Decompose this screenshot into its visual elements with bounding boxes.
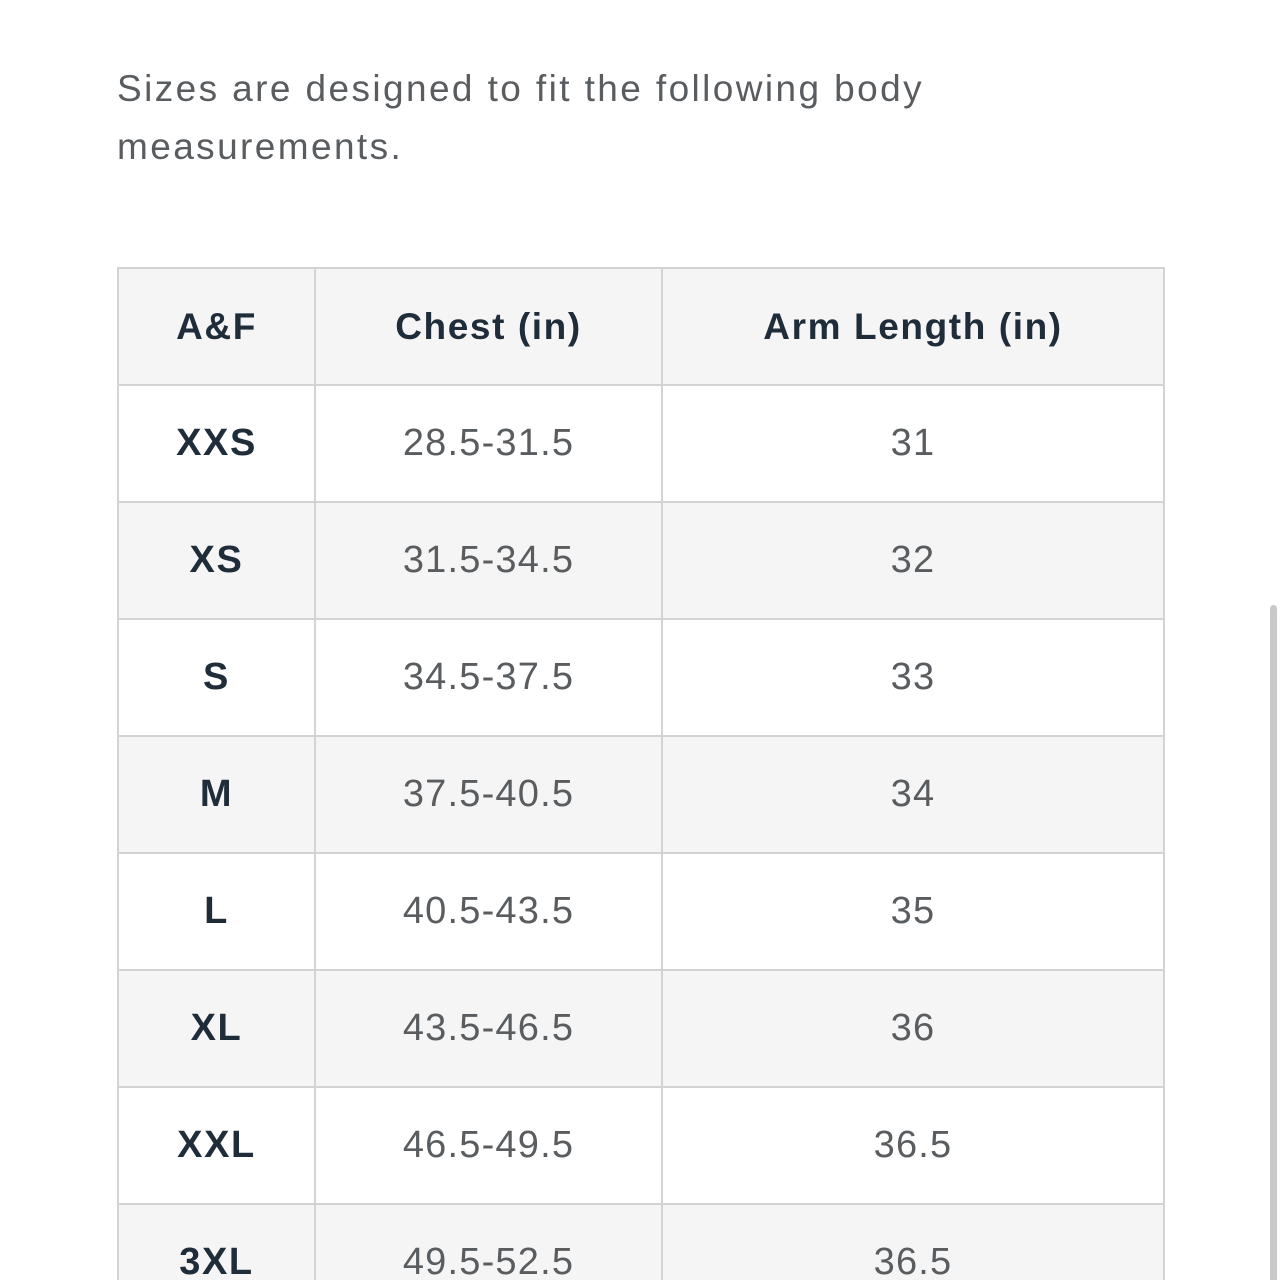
chest-cell: 28.5-31.5 xyxy=(315,385,662,502)
arm-length-cell: 32 xyxy=(662,502,1164,619)
table-row xyxy=(118,970,1164,1087)
size-table-container xyxy=(117,267,1163,1280)
chest-cell: 40.5-43.5 xyxy=(315,853,662,970)
chest-cell: 49.5-52.5 xyxy=(315,1204,662,1280)
arm-length-cell: 36.5 xyxy=(662,1204,1164,1280)
arm-length-cell: 34 xyxy=(662,736,1164,853)
column-header-size: A&F xyxy=(118,268,315,385)
table-row xyxy=(118,385,1164,502)
size-cell: M xyxy=(118,736,315,853)
size-cell: XXS xyxy=(118,385,315,502)
arm-length-cell: 31 xyxy=(662,385,1164,502)
chest-cell: 46.5-49.5 xyxy=(315,1087,662,1204)
size-cell: XL xyxy=(118,970,315,1087)
table-row xyxy=(118,853,1164,970)
table-row xyxy=(118,502,1164,619)
table-row xyxy=(118,1204,1164,1280)
chest-cell: 34.5-37.5 xyxy=(315,619,662,736)
table-header-row xyxy=(118,268,1164,385)
size-cell: XS xyxy=(118,502,315,619)
size-cell: XXL xyxy=(118,1087,315,1204)
column-header-chest: Chest (in) xyxy=(315,268,662,385)
arm-length-cell: 36 xyxy=(662,970,1164,1087)
table-row xyxy=(118,1087,1164,1204)
table-row xyxy=(118,619,1164,736)
column-header-arm-length: Arm Length (in) xyxy=(662,268,1164,385)
arm-length-cell: 36.5 xyxy=(662,1087,1164,1204)
table-row xyxy=(118,736,1164,853)
chest-cell: 31.5-34.5 xyxy=(315,502,662,619)
size-cell: S xyxy=(118,619,315,736)
chest-cell: 37.5-40.5 xyxy=(315,736,662,853)
arm-length-cell: 35 xyxy=(662,853,1164,970)
size-cell: L xyxy=(118,853,315,970)
size-table xyxy=(117,267,1165,1280)
arm-length-cell: 33 xyxy=(662,619,1164,736)
scrollbar-thumb[interactable] xyxy=(1270,605,1277,1280)
intro-text: Sizes are designed to fit the following body measurements. xyxy=(117,68,924,167)
size-cell: 3XL xyxy=(118,1204,315,1280)
chest-cell: 43.5-46.5 xyxy=(315,970,662,1087)
